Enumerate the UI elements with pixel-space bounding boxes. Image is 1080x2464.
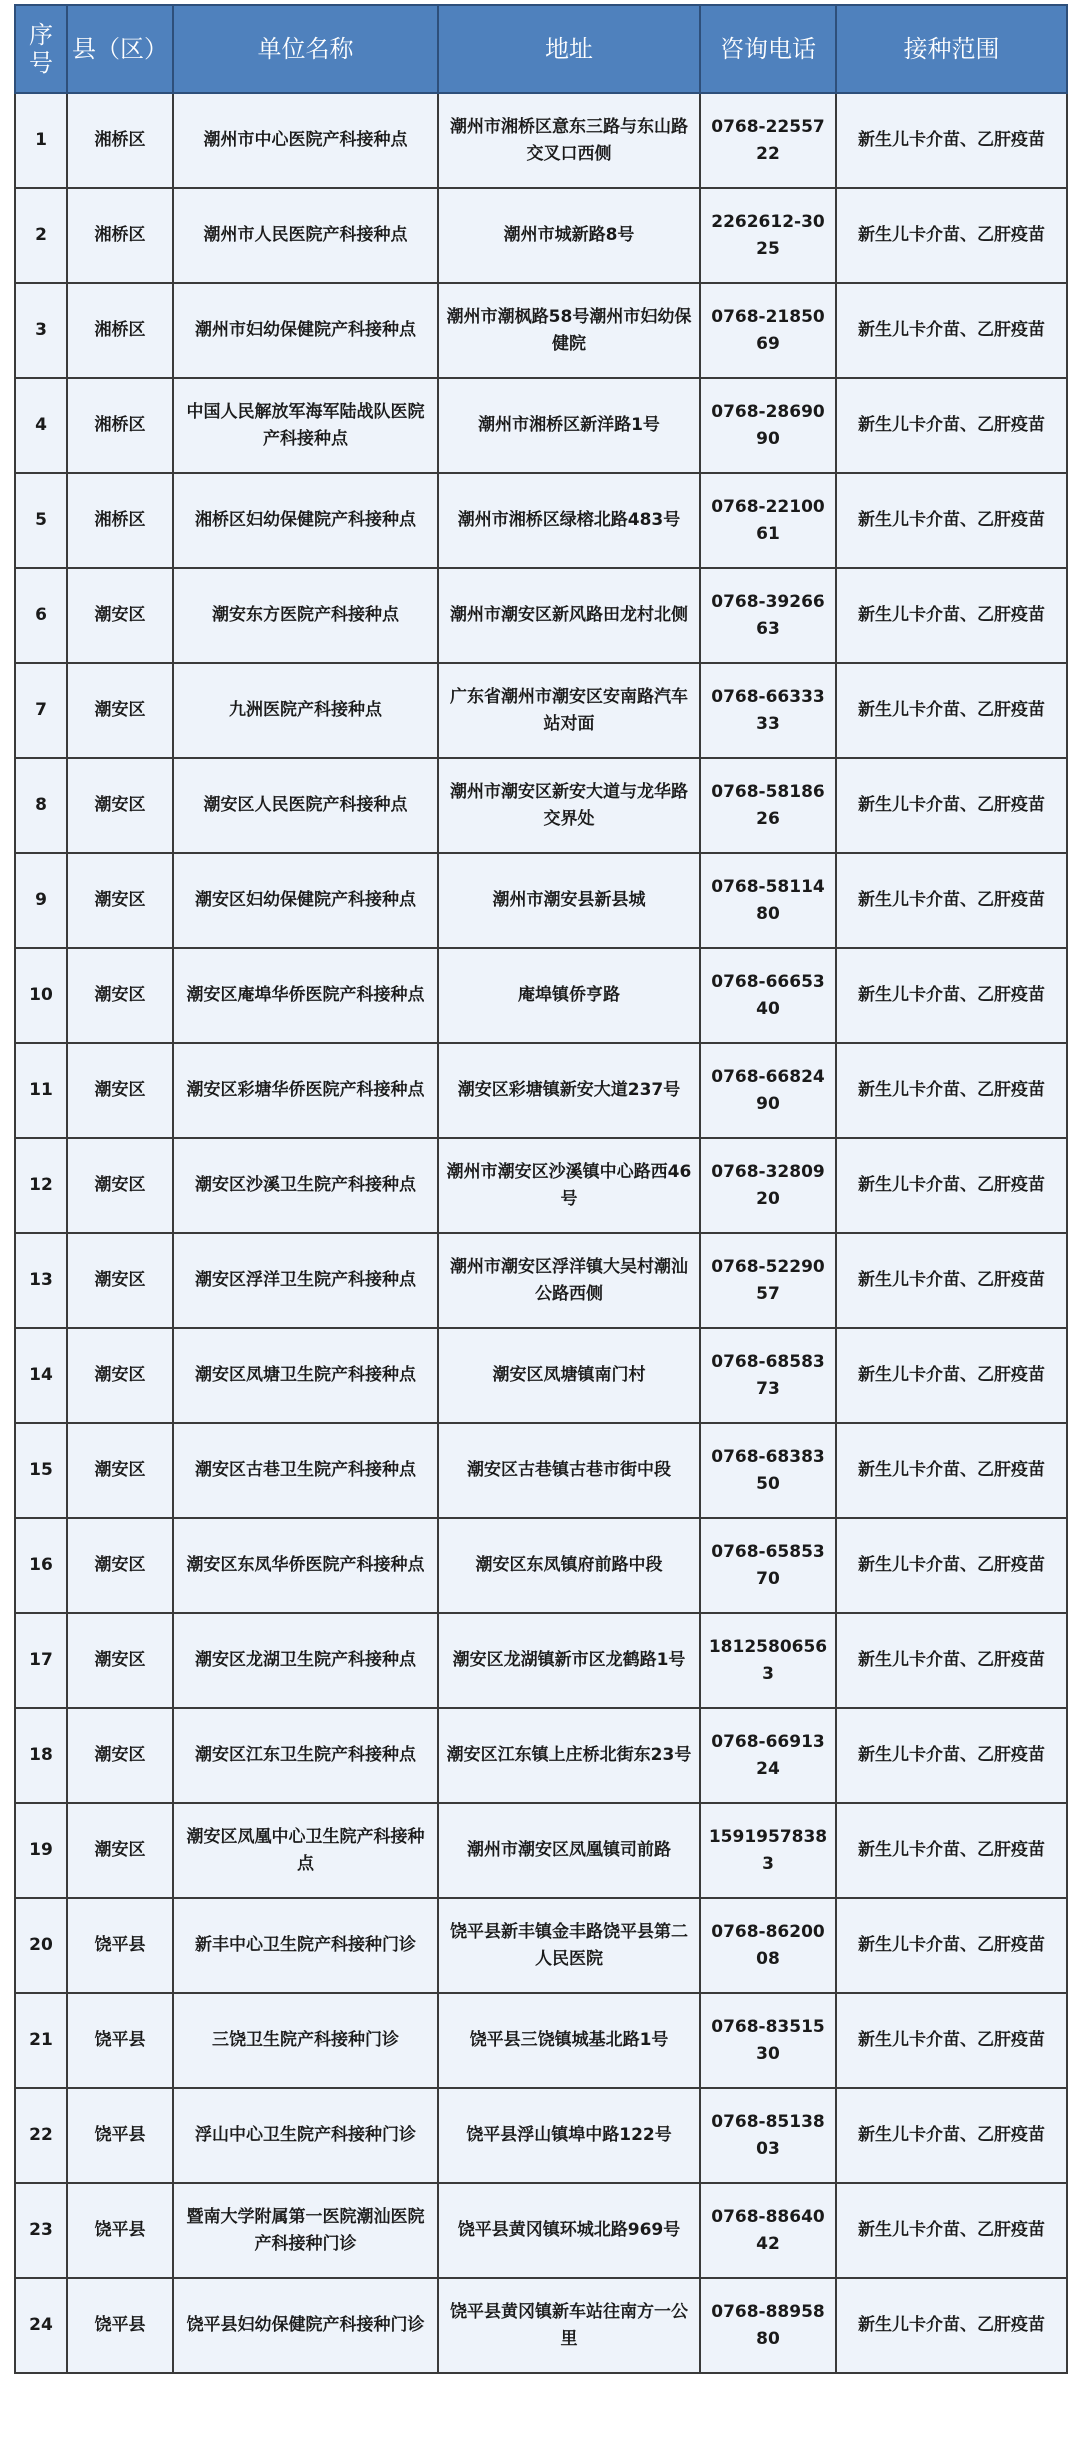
cell-address: 饶平县三饶镇城基北路1号 <box>438 1993 700 2088</box>
cell-district: 潮安区 <box>67 1138 173 1233</box>
cell-phone: 0768-6858373 <box>700 1328 836 1423</box>
cell-scope: 新生儿卡介苗、乙肝疫苗 <box>836 93 1067 188</box>
table-row <box>15 948 1067 1043</box>
cell-index: 11 <box>15 1043 67 1138</box>
table-row <box>15 1423 1067 1518</box>
cell-phone: 0768-6682490 <box>700 1043 836 1138</box>
cell-phone: 2262612-3025 <box>700 188 836 283</box>
cell-scope: 新生儿卡介苗、乙肝疫苗 <box>836 2278 1067 2373</box>
cell-phone: 0768-2210061 <box>700 473 836 568</box>
cell-district: 饶平县 <box>67 1898 173 1993</box>
cell-unit-name: 潮安区江东卫生院产科接种点 <box>173 1708 438 1803</box>
cell-unit-name: 三饶卫生院产科接种门诊 <box>173 1993 438 2088</box>
cell-address: 潮州市潮安区新安大道与龙华路交界处 <box>438 758 700 853</box>
cell-scope: 新生儿卡介苗、乙肝疫苗 <box>836 378 1067 473</box>
cell-index: 1 <box>15 93 67 188</box>
cell-scope: 新生儿卡介苗、乙肝疫苗 <box>836 1233 1067 1328</box>
table-row <box>15 283 1067 378</box>
cell-index: 21 <box>15 1993 67 2088</box>
cell-unit-name: 潮安区古巷卫生院产科接种点 <box>173 1423 438 1518</box>
cell-unit-name: 九洲医院产科接种点 <box>173 663 438 758</box>
cell-address: 潮州市潮安区凤凰镇司前路 <box>438 1803 700 1898</box>
cell-unit-name: 潮州市人民医院产科接种点 <box>173 188 438 283</box>
cell-unit-name: 潮州市妇幼保健院产科接种点 <box>173 283 438 378</box>
header-district: 县（区） <box>67 5 173 93</box>
cell-scope: 新生儿卡介苗、乙肝疫苗 <box>836 1993 1067 2088</box>
cell-phone: 0768-8895880 <box>700 2278 836 2373</box>
cell-phone: 0768-5229057 <box>700 1233 836 1328</box>
header-phone: 咨询电话 <box>700 5 836 93</box>
header-index: 序号 <box>15 5 67 93</box>
table-header <box>15 5 1067 93</box>
cell-district: 潮安区 <box>67 1043 173 1138</box>
cell-index: 19 <box>15 1803 67 1898</box>
cell-phone: 0768-8620008 <box>700 1898 836 1993</box>
cell-scope: 新生儿卡介苗、乙肝疫苗 <box>836 1043 1067 1138</box>
cell-index: 9 <box>15 853 67 948</box>
cell-scope: 新生儿卡介苗、乙肝疫苗 <box>836 948 1067 1043</box>
cell-scope: 新生儿卡介苗、乙肝疫苗 <box>836 1423 1067 1518</box>
cell-phone: 0768-8513803 <box>700 2088 836 2183</box>
cell-scope: 新生儿卡介苗、乙肝疫苗 <box>836 1518 1067 1613</box>
cell-address: 庵埠镇侨亨路 <box>438 948 700 1043</box>
cell-district: 湘桥区 <box>67 188 173 283</box>
cell-district: 潮安区 <box>67 1613 173 1708</box>
table-row <box>15 853 1067 948</box>
cell-district: 饶平县 <box>67 2183 173 2278</box>
cell-district: 潮安区 <box>67 1233 173 1328</box>
cell-district: 潮安区 <box>67 853 173 948</box>
cell-address: 潮安区东凤镇府前路中段 <box>438 1518 700 1613</box>
cell-phone: 0768-2869090 <box>700 378 836 473</box>
cell-address: 广东省潮州市潮安区安南路汽车站对面 <box>438 663 700 758</box>
cell-scope: 新生儿卡介苗、乙肝疫苗 <box>836 1613 1067 1708</box>
cell-phone: 0768-2255722 <box>700 93 836 188</box>
cell-address: 饶平县浮山镇埠中路122号 <box>438 2088 700 2183</box>
cell-district: 潮安区 <box>67 758 173 853</box>
cell-district: 湘桥区 <box>67 473 173 568</box>
header-row <box>15 5 1067 93</box>
cell-index: 15 <box>15 1423 67 1518</box>
vaccination-sites-table <box>14 4 1068 2374</box>
cell-address: 潮安区凤塘镇南门村 <box>438 1328 700 1423</box>
cell-district: 湘桥区 <box>67 378 173 473</box>
cell-phone: 0768-8351530 <box>700 1993 836 2088</box>
cell-scope: 新生儿卡介苗、乙肝疫苗 <box>836 2088 1067 2183</box>
cell-index: 23 <box>15 2183 67 2278</box>
cell-unit-name: 潮安区人民医院产科接种点 <box>173 758 438 853</box>
table-row <box>15 1138 1067 1233</box>
cell-unit-name: 潮安区庵埠华侨医院产科接种点 <box>173 948 438 1043</box>
cell-scope: 新生儿卡介苗、乙肝疫苗 <box>836 1328 1067 1423</box>
cell-district: 潮安区 <box>67 568 173 663</box>
cell-scope: 新生儿卡介苗、乙肝疫苗 <box>836 1138 1067 1233</box>
cell-index: 22 <box>15 2088 67 2183</box>
cell-address: 潮州市潮安区新风路田龙村北侧 <box>438 568 700 663</box>
cell-scope: 新生儿卡介苗、乙肝疫苗 <box>836 853 1067 948</box>
cell-district: 饶平县 <box>67 1993 173 2088</box>
cell-unit-name: 饶平县妇幼保健院产科接种门诊 <box>173 2278 438 2373</box>
cell-unit-name: 潮州市中心医院产科接种点 <box>173 93 438 188</box>
cell-scope: 新生儿卡介苗、乙肝疫苗 <box>836 758 1067 853</box>
cell-scope: 新生儿卡介苗、乙肝疫苗 <box>836 663 1067 758</box>
cell-address: 潮州市湘桥区意东三路与东山路交叉口西侧 <box>438 93 700 188</box>
table-row <box>15 1043 1067 1138</box>
cell-unit-name: 中国人民解放军海军陆战队医院产科接种点 <box>173 378 438 473</box>
cell-unit-name: 潮安东方医院产科接种点 <box>173 568 438 663</box>
table-row <box>15 1708 1067 1803</box>
table-body <box>15 93 1067 2373</box>
cell-unit-name: 新丰中心卫生院产科接种门诊 <box>173 1898 438 1993</box>
cell-index: 8 <box>15 758 67 853</box>
cell-scope: 新生儿卡介苗、乙肝疫苗 <box>836 1898 1067 1993</box>
cell-scope: 新生儿卡介苗、乙肝疫苗 <box>836 283 1067 378</box>
cell-unit-name: 潮安区浮洋卫生院产科接种点 <box>173 1233 438 1328</box>
cell-phone: 0768-3280920 <box>700 1138 836 1233</box>
cell-address: 饶平县黄冈镇环城北路969号 <box>438 2183 700 2278</box>
cell-scope: 新生儿卡介苗、乙肝疫苗 <box>836 473 1067 568</box>
cell-address: 潮州市湘桥区绿榕北路483号 <box>438 473 700 568</box>
header-address: 地址 <box>438 5 700 93</box>
header-unit-name: 单位名称 <box>173 5 438 93</box>
cell-unit-name: 湘桥区妇幼保健院产科接种点 <box>173 473 438 568</box>
cell-scope: 新生儿卡介苗、乙肝疫苗 <box>836 1708 1067 1803</box>
cell-district: 潮安区 <box>67 663 173 758</box>
cell-phone: 0768-6665340 <box>700 948 836 1043</box>
table-row <box>15 663 1067 758</box>
cell-district: 潮安区 <box>67 1328 173 1423</box>
cell-scope: 新生儿卡介苗、乙肝疫苗 <box>836 188 1067 283</box>
table-row <box>15 2088 1067 2183</box>
cell-district: 潮安区 <box>67 1803 173 1898</box>
cell-phone: 0768-3926663 <box>700 568 836 663</box>
cell-address: 潮州市潮安区浮洋镇大吴村潮汕公路西侧 <box>438 1233 700 1328</box>
cell-address: 饶平县新丰镇金丰路饶平县第二人民医院 <box>438 1898 700 1993</box>
cell-index: 12 <box>15 1138 67 1233</box>
table-row <box>15 2183 1067 2278</box>
cell-index: 20 <box>15 1898 67 1993</box>
cell-scope: 新生儿卡介苗、乙肝疫苗 <box>836 2183 1067 2278</box>
cell-unit-name: 潮安区东凤华侨医院产科接种点 <box>173 1518 438 1613</box>
cell-district: 潮安区 <box>67 1708 173 1803</box>
cell-phone: 0768-5818626 <box>700 758 836 853</box>
cell-address: 潮安区江东镇上庄桥北街东23号 <box>438 1708 700 1803</box>
cell-phone: 0768-2185069 <box>700 283 836 378</box>
cell-address: 潮州市城新路8号 <box>438 188 700 283</box>
cell-index: 3 <box>15 283 67 378</box>
cell-district: 潮安区 <box>67 1518 173 1613</box>
cell-phone: 0768-5811480 <box>700 853 836 948</box>
cell-district: 潮安区 <box>67 948 173 1043</box>
cell-phone: 0768-6585370 <box>700 1518 836 1613</box>
cell-index: 6 <box>15 568 67 663</box>
cell-address: 潮安区古巷镇古巷市街中段 <box>438 1423 700 1518</box>
cell-address: 潮州市湘桥区新洋路1号 <box>438 378 700 473</box>
cell-index: 4 <box>15 378 67 473</box>
table-row <box>15 1233 1067 1328</box>
table-row <box>15 1518 1067 1613</box>
table-row <box>15 2278 1067 2373</box>
table-row <box>15 1993 1067 2088</box>
cell-district: 湘桥区 <box>67 93 173 188</box>
cell-phone: 0768-6838350 <box>700 1423 836 1518</box>
cell-unit-name: 浮山中心卫生院产科接种门诊 <box>173 2088 438 2183</box>
cell-district: 饶平县 <box>67 2278 173 2373</box>
cell-unit-name: 潮安区妇幼保健院产科接种点 <box>173 853 438 948</box>
cell-index: 7 <box>15 663 67 758</box>
cell-index: 16 <box>15 1518 67 1613</box>
cell-district: 湘桥区 <box>67 283 173 378</box>
table-row <box>15 758 1067 853</box>
table-row <box>15 1328 1067 1423</box>
cell-district: 饶平县 <box>67 2088 173 2183</box>
cell-address: 潮州市潮安区沙溪镇中心路西46号 <box>438 1138 700 1233</box>
cell-index: 24 <box>15 2278 67 2373</box>
table-row <box>15 473 1067 568</box>
header-scope: 接种范围 <box>836 5 1067 93</box>
cell-unit-name: 潮安区龙湖卫生院产科接种点 <box>173 1613 438 1708</box>
cell-unit-name: 潮安区彩塘华侨医院产科接种点 <box>173 1043 438 1138</box>
cell-phone: 18125806563 <box>700 1613 836 1708</box>
cell-address: 潮州市潮枫路58号潮州市妇幼保健院 <box>438 283 700 378</box>
cell-district: 潮安区 <box>67 1423 173 1518</box>
cell-index: 13 <box>15 1233 67 1328</box>
table-row <box>15 1613 1067 1708</box>
table-row <box>15 1898 1067 1993</box>
table-row <box>15 378 1067 473</box>
cell-address: 潮安区彩塘镇新安大道237号 <box>438 1043 700 1138</box>
cell-phone: 15919578383 <box>700 1803 836 1898</box>
cell-address: 饶平县黄冈镇新车站往南方一公里 <box>438 2278 700 2373</box>
cell-scope: 新生儿卡介苗、乙肝疫苗 <box>836 568 1067 663</box>
table-row <box>15 1803 1067 1898</box>
cell-phone: 0768-6691324 <box>700 1708 836 1803</box>
cell-index: 5 <box>15 473 67 568</box>
cell-address: 潮州市潮安县新县城 <box>438 853 700 948</box>
cell-unit-name: 潮安区沙溪卫生院产科接种点 <box>173 1138 438 1233</box>
cell-phone: 0768-6633333 <box>700 663 836 758</box>
table-row <box>15 188 1067 283</box>
cell-index: 17 <box>15 1613 67 1708</box>
cell-unit-name: 潮安区凤塘卫生院产科接种点 <box>173 1328 438 1423</box>
cell-address: 潮安区龙湖镇新市区龙鹤路1号 <box>438 1613 700 1708</box>
cell-index: 10 <box>15 948 67 1043</box>
cell-index: 18 <box>15 1708 67 1803</box>
cell-scope: 新生儿卡介苗、乙肝疫苗 <box>836 1803 1067 1898</box>
cell-unit-name: 潮安区凤凰中心卫生院产科接种点 <box>173 1803 438 1898</box>
cell-index: 2 <box>15 188 67 283</box>
cell-unit-name: 暨南大学附属第一医院潮汕医院产科接种门诊 <box>173 2183 438 2278</box>
cell-phone: 0768-8864042 <box>700 2183 836 2278</box>
cell-index: 14 <box>15 1328 67 1423</box>
table-row <box>15 93 1067 188</box>
table-row <box>15 568 1067 663</box>
